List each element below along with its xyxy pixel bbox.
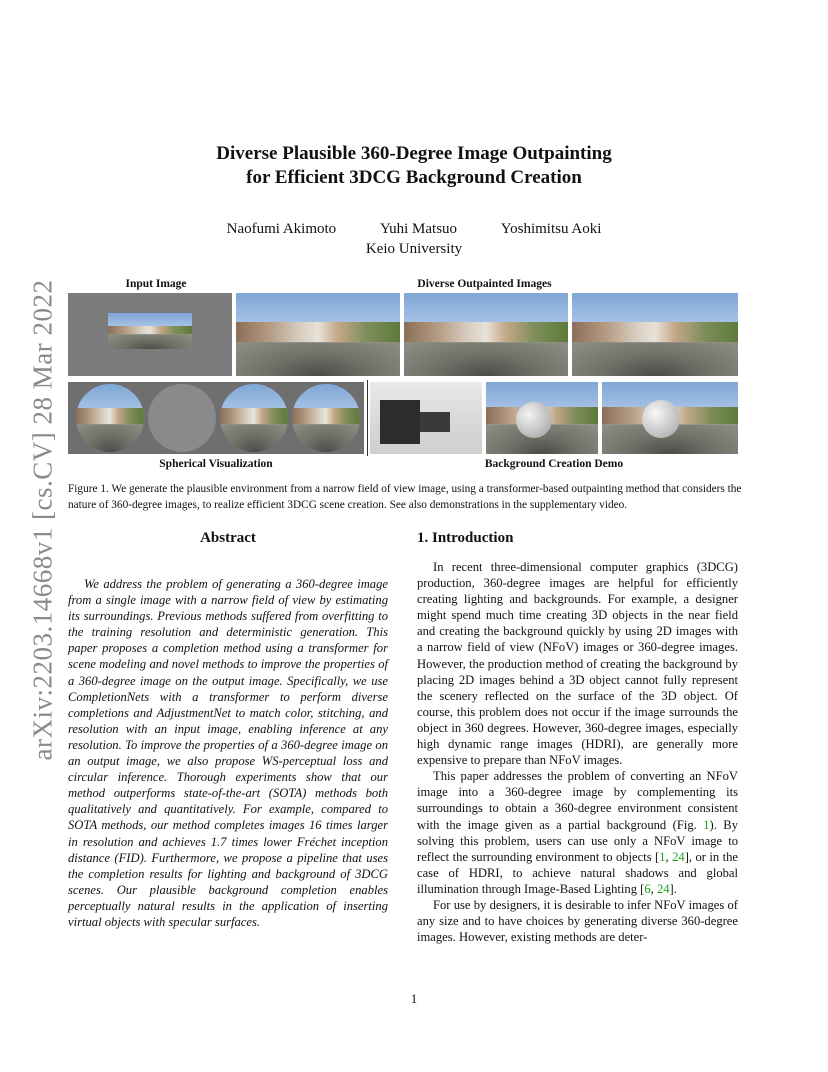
figure-label-demo: Background Creation Demo [484, 458, 624, 470]
demo-image-2 [486, 382, 598, 454]
sphere-3 [220, 384, 288, 452]
abstract-text: We address the problem of generating a 360-degree image from a single image with a narrow field of view by estimating its surroundings. Previous methods suffered from overfitting to the training resolution and deterministic generation. This paper proposes a completion method using a transformer for scene modeling and novel methods to improve the properties of a 360-degree image on the output image. Specifically, we use CompletionNets with a transformer to perform diverse completions and AdjustmentNet to match color, stitching, and resolution with an input image, enabling inference at any resolution. To improve the properties of a 360-degree image on an output image, we also propose WS-perceptual loss and circular inference. Thorough experiments show that our method outperforms state-of-the-art (SOTA) methods both qualitatively and quantitatively. For example, compared to SOTA methods, our method completes images 16 times larger in resolution and achieves 1.7 times lower Fréchet inception distance (FID). Furthermore, we propose a pipeline that uses the completion results for lighting and background of 3DCG scenes. Our plausible background completion enables perceptually natural results in the application of inserting virtual objects with specular surfaces. [68, 577, 388, 929]
input-image-thumbnail [108, 313, 192, 349]
sphere-1 [76, 384, 144, 452]
abstract-body [68, 576, 388, 930]
affiliation: Keio University [365, 241, 463, 257]
figure-divider [367, 380, 368, 456]
figure-label-input: Input Image [125, 278, 187, 290]
outpainted-image-1 [236, 293, 400, 376]
figure-link[interactable]: 1 [703, 817, 710, 832]
figure-caption: Figure 1. We generate the plausible environment from a narrow field of view image, using a transformer-based outpainting method that considers the nature of 360-degree images, to realize efficient 3DCG scene creation. See also demonstrations in the supplementary video. [68, 483, 742, 511]
paper-title: Diverse Plausible 360-Degree Image Outpainting for Efficient 3DCG Background Creation [216, 143, 612, 188]
citation-link[interactable]: 24 [656, 881, 670, 896]
abstract-heading: Abstract [200, 530, 256, 546]
sphere-4 [292, 384, 360, 452]
citation-link[interactable]: 24 [672, 849, 685, 864]
intro-paragraph-2: This paper addresses the problem of converting an NFoV image into a 360-degree image by complementing its surroundings to obtain a 360-degree environment consistent with the image given as a partial background (Fig. 1). By solving this problem, users can use only a NFoV image to reflect the surrounding environment to objects [1, 24], or in the case of HDRI, to achieve natural shadows and global illumination through Image-Based Lighting [6, 24]. [417, 769, 738, 896]
outpainted-image-3 [572, 293, 738, 376]
author-1: Naofumi Akimoto [226, 221, 337, 237]
author-3: Yoshimitsu Aoki [500, 221, 602, 237]
intro-paragraph-1: In recent three-dimensional computer graphics (3DCG) production, 360-degree images are helpful for efficiently creating lighting and backgrounds. For example, a designer might spend much time creating 3D objects in the near field and creating the background quickly by using 2D images with a narrow field of view (NFoV) images or 360-degree images. However, the production method of creating the background by placing 2D images behind a 3D object cannot fully represent the scenery reflected on the surface of the 3D object. Of course, this problem does not occur if the image surrounds the object in 360 degrees. However, 360-degree images, especially high dynamic range images (HDRI), are generally more expensive to prepare than NFoV images. [417, 560, 738, 768]
spherical-visualization-panel [68, 382, 364, 454]
input-image-panel [68, 293, 232, 376]
figure-label-spherical: Spherical Visualization [159, 458, 273, 470]
outpainted-image-2 [404, 293, 568, 376]
intro-paragraph-3: For use by designers, it is desirable to infer NFoV images of any size and to have choices by generating diverse 360-degree images. However, existing methods are deter- [417, 897, 738, 945]
arxiv-identifier: arXiv:2203.14668v1 [cs.CV] 28 Mar 2022 [27, 279, 58, 761]
citation-link[interactable]: 1 [659, 849, 666, 864]
author-block [0, 219, 828, 259]
author-2: Yuhi Matsuo [379, 221, 458, 237]
author-names [0, 219, 828, 239]
citation-link[interactable]: 6 [644, 881, 651, 896]
figure-label-diverse: Diverse Outpainted Images [417, 278, 552, 290]
demo-image-1 [370, 382, 482, 454]
sphere-2 [148, 384, 216, 452]
introduction-body [417, 559, 738, 945]
introduction-heading: 1. Introduction [417, 530, 514, 546]
demo-image-3 [602, 382, 738, 454]
page-number: 1 [410, 991, 418, 1006]
